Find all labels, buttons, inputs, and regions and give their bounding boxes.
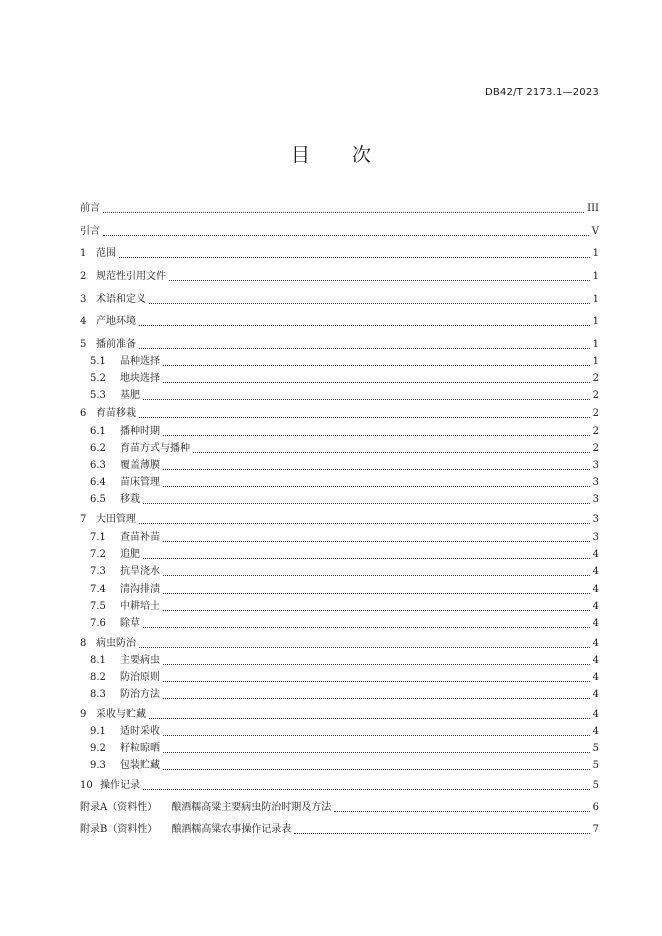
- toc-entry[interactable]: [80, 598, 599, 614]
- toc-entry[interactable]: [80, 799, 599, 815]
- toc-entry-title: 移栽: [120, 494, 140, 505]
- toc-dot-leader: [139, 417, 590, 418]
- toc-dot-leader: [139, 325, 590, 326]
- toc-entry-title: 清沟排渍: [120, 584, 160, 595]
- toc-entry[interactable]: [80, 686, 599, 702]
- toc-dot-leader: [143, 399, 590, 400]
- toc-dot-leader: [163, 382, 590, 383]
- toc-entry-number: 8.1: [90, 655, 106, 666]
- toc-dot-leader: [163, 681, 590, 682]
- toc-entry-page: 4: [592, 549, 599, 560]
- toc-dot-leader: [163, 735, 590, 736]
- toc-entry-page: 4: [592, 672, 599, 683]
- toc-dot-leader: [143, 627, 590, 628]
- toc-dot-leader: [143, 503, 590, 504]
- toc-title-left: 目: [290, 144, 310, 166]
- toc-entry-title: 规范性引用文件: [96, 271, 166, 282]
- toc-entry[interactable]: [80, 405, 599, 421]
- toc-entry[interactable]: [80, 563, 599, 579]
- toc-entry-title: 产地环境: [96, 316, 136, 327]
- toc-dot-leader: [163, 365, 590, 366]
- toc-entry-number: 8.3: [90, 689, 106, 700]
- toc-entry-page: 4: [592, 638, 599, 649]
- toc-entry-page: V: [591, 226, 599, 237]
- toc-dot-leader: [139, 647, 590, 648]
- toc-entry-title: 地块选择: [120, 373, 160, 384]
- toc-entry[interactable]: [80, 370, 599, 386]
- toc-entry-title: 防治原则: [120, 672, 160, 683]
- toc-entry-number: 6.1: [90, 426, 106, 437]
- toc-dot-leader: [163, 469, 590, 470]
- toc-entry-page: 7: [592, 824, 599, 835]
- toc-dot-leader: [163, 486, 590, 487]
- toc-entry-number: 1: [80, 248, 87, 259]
- toc-entry-title: 查苗补苗: [120, 532, 160, 543]
- toc-entry[interactable]: [80, 529, 599, 545]
- toc-entry-number: 5.3: [90, 390, 106, 401]
- toc-entry-title: 术语和定义: [96, 294, 146, 305]
- toc-entry-page: 4: [592, 584, 599, 595]
- toc-entry[interactable]: [80, 652, 599, 668]
- toc-entry-title: 育苗移栽: [96, 408, 136, 419]
- toc-entry-title: 籽粒晾晒: [120, 743, 160, 754]
- toc-dot-leader: [139, 348, 590, 349]
- toc-entry-page: 3: [592, 494, 599, 505]
- toc-entry-number: 7.2: [90, 549, 106, 560]
- toc-entry-number: 7.4: [90, 584, 106, 595]
- toc-entry-title: 前言: [80, 203, 100, 214]
- toc-entry-number: 5: [80, 339, 87, 350]
- toc-entry-number: 10: [80, 780, 93, 791]
- toc-entry-page: 4: [592, 689, 599, 700]
- toc-entry-number: 7.1: [90, 532, 106, 543]
- toc-entry[interactable]: [80, 353, 599, 369]
- toc-entry-title: 引言: [80, 226, 100, 237]
- toc-entry[interactable]: [80, 757, 599, 773]
- toc-dot-leader: [143, 789, 590, 790]
- toc-entry-page: 3: [592, 532, 599, 543]
- toc-entry-page: 1: [592, 248, 599, 259]
- toc-entry-page: 1: [592, 339, 599, 350]
- toc-entry-number: 9.3: [90, 760, 106, 771]
- toc-dot-leader: [149, 303, 590, 304]
- toc-entry-number: 3: [80, 294, 87, 305]
- toc-entry[interactable]: [80, 245, 599, 261]
- toc-entry[interactable]: [80, 336, 599, 352]
- toc-entry-number: 7.6: [90, 618, 106, 629]
- toc-entry-title: 病虫防治: [96, 638, 136, 649]
- toc-entry-number: 2: [80, 271, 87, 282]
- toc-entry-page: 2: [592, 408, 599, 419]
- toc-entry[interactable]: [80, 223, 599, 239]
- toc-entry-number: 7: [80, 514, 87, 525]
- toc-entry-page: 4: [592, 601, 599, 612]
- toc-dot-leader: [163, 575, 590, 576]
- toc-entry-page: 4: [592, 726, 599, 737]
- toc-entry-page: 1: [592, 271, 599, 282]
- toc-entry[interactable]: [80, 821, 599, 837]
- toc-entry-number: 附录B（资料性）: [80, 824, 158, 835]
- toc-entry-number: 5.2: [90, 373, 106, 384]
- toc-dot-leader: [163, 664, 590, 665]
- toc-entry-page: 4: [592, 618, 599, 629]
- toc-entry-page: 1: [592, 356, 599, 367]
- toc-entry-title: 采收与贮藏: [96, 709, 146, 720]
- toc-entry-title: 操作记录: [100, 780, 140, 791]
- toc-entry-page: 3: [592, 514, 599, 525]
- toc-entry-number: 7.3: [90, 566, 106, 577]
- toc-entry-title: 抗旱浇水: [120, 566, 160, 577]
- toc-entry[interactable]: [80, 669, 599, 685]
- toc-dot-leader: [163, 698, 590, 699]
- toc-entry-title: 范围: [96, 248, 116, 259]
- toc-entry[interactable]: [80, 491, 599, 507]
- toc-entry-number: 9: [80, 709, 87, 720]
- toc-entry[interactable]: [80, 635, 599, 651]
- toc-entry-title: 追肥: [120, 549, 140, 560]
- toc-entry[interactable]: [80, 457, 599, 473]
- toc-entry-page: 1: [592, 294, 599, 305]
- toc-entry-title: 基肥: [120, 390, 140, 401]
- toc-dot-leader: [294, 833, 589, 834]
- toc-dot-leader: [103, 235, 589, 236]
- toc-entry[interactable]: [80, 546, 599, 562]
- toc-dot-leader: [193, 452, 590, 453]
- toc-entry-page: 3: [592, 460, 599, 471]
- toc-dot-leader: [169, 280, 590, 281]
- toc-dot-leader: [163, 752, 590, 753]
- toc-entry-number: 7.5: [90, 601, 106, 612]
- toc-entry-title: 播前准备: [96, 339, 136, 350]
- toc-entry-page: 3: [592, 477, 599, 488]
- toc-entry[interactable]: [80, 200, 599, 216]
- toc-entry[interactable]: [80, 740, 599, 756]
- toc-entry-title: 覆盖薄膜: [120, 460, 160, 471]
- toc-entry[interactable]: [80, 615, 599, 631]
- toc-entry[interactable]: [80, 581, 599, 597]
- toc-dot-leader: [149, 718, 590, 719]
- toc-entry-title: 苗床管理: [120, 477, 160, 488]
- toc-dot-leader: [103, 212, 584, 213]
- toc-dot-leader: [143, 558, 590, 559]
- standard-code: DB42/T 2173.1—2023: [485, 87, 599, 98]
- toc-entry-number: 5.1: [90, 356, 106, 367]
- toc-entry[interactable]: [80, 511, 599, 527]
- toc-entry-page: 5: [592, 743, 599, 754]
- toc-dot-leader: [139, 523, 590, 524]
- toc-entry-page: 4: [592, 709, 599, 720]
- toc-entry-title: 酿酒糯高粱主要病虫防治时期及方法: [171, 802, 332, 813]
- toc-title-right: 次: [352, 144, 372, 166]
- toc-entry-number: 6: [80, 408, 87, 419]
- toc-entry-title: 适时采收: [120, 726, 160, 737]
- toc-entry-page: 4: [592, 655, 599, 666]
- toc-entry-number: 9.1: [90, 726, 106, 737]
- toc-entry-title: 大田管理: [96, 514, 136, 525]
- toc-dot-leader: [163, 769, 590, 770]
- toc-entry[interactable]: [80, 706, 599, 722]
- toc-entry-number: 8.2: [90, 672, 106, 683]
- toc-entry-title: 包装贮藏: [120, 760, 160, 771]
- toc-entry[interactable]: [80, 387, 599, 403]
- toc-entry[interactable]: [80, 474, 599, 490]
- toc-entry[interactable]: [80, 723, 599, 739]
- toc-entry-title: 育苗方式与播种: [120, 443, 190, 454]
- toc-entry-page: 2: [592, 390, 599, 401]
- toc-entry[interactable]: [80, 268, 599, 284]
- toc-dot-leader: [163, 593, 590, 594]
- toc-entry-page: 2: [592, 373, 599, 384]
- toc-entry[interactable]: [80, 777, 599, 793]
- toc-entry-number: 9.2: [90, 743, 106, 754]
- toc-entry-number: 6.2: [90, 443, 106, 454]
- toc-entry-title: 中耕培土: [120, 601, 160, 612]
- toc-entry-page: 2: [592, 426, 599, 437]
- toc-entry-number: 6.4: [90, 477, 106, 488]
- toc-entry-title: 除草: [120, 618, 140, 629]
- toc-dot-leader: [163, 610, 590, 611]
- toc-entry-number: 6.5: [90, 494, 106, 505]
- toc-entry-number: 附录A（资料性）: [80, 802, 158, 813]
- toc-entry-page: 5: [592, 780, 599, 791]
- toc-entry-title: 酿酒糯高粱农事操作记录表: [171, 824, 292, 835]
- toc-entry-number: 4: [80, 316, 87, 327]
- toc-entry-page: 1: [592, 316, 599, 327]
- toc-dot-leader: [163, 435, 590, 436]
- toc-dot-leader: [163, 541, 590, 542]
- toc-entry-title: 防治方法: [120, 689, 160, 700]
- toc-dot-leader: [119, 257, 590, 258]
- toc-entry[interactable]: [80, 440, 599, 456]
- toc-entry-number: 6.3: [90, 460, 106, 471]
- toc-entry-title: 品种选择: [120, 356, 160, 367]
- toc-dot-leader: [334, 811, 589, 812]
- toc-entry[interactable]: [80, 291, 599, 307]
- toc-entry-page: 4: [592, 566, 599, 577]
- toc-entry-page: III: [587, 203, 599, 214]
- toc-entry[interactable]: [80, 313, 599, 329]
- toc-title: [0, 140, 662, 167]
- toc-entry-title: 播种时期: [120, 426, 160, 437]
- toc-entry-page: 6: [592, 802, 599, 813]
- toc-entry-page: 5: [592, 760, 599, 771]
- toc-entry[interactable]: [80, 423, 599, 439]
- toc-entry-number: 8: [80, 638, 87, 649]
- toc-entry-title: 主要病虫: [120, 655, 160, 666]
- toc-entry-page: 2: [592, 443, 599, 454]
